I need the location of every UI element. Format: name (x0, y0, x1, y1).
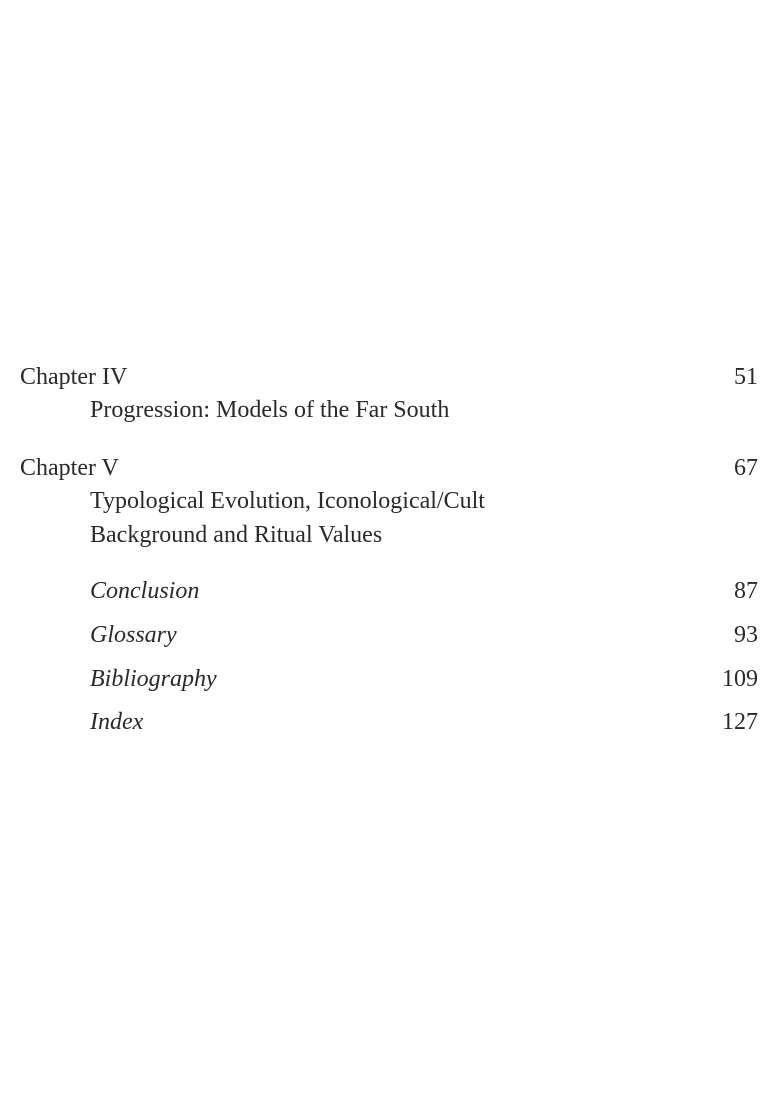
page-number: 127 (722, 709, 758, 735)
page-number: 51 (734, 364, 758, 390)
page-number: 67 (734, 455, 758, 481)
page-number: 87 (734, 578, 758, 604)
page-number: 93 (734, 622, 758, 648)
chapter-title: Progression: Models of the Far South (90, 397, 450, 423)
entry-title: Bibliography (90, 666, 217, 692)
chapter-title-continued: Background and Ritual Values (90, 522, 383, 548)
entry-title: Glossary (90, 622, 177, 648)
page-number: 109 (722, 666, 758, 692)
entry-title: Index (90, 709, 144, 735)
entry-title: Conclusion (90, 578, 200, 604)
chapter-label: Chapter V (20, 455, 119, 481)
chapter-label: Chapter IV (20, 364, 128, 390)
chapter-title: Typological Evolution, Iconological/Cult (90, 488, 485, 514)
